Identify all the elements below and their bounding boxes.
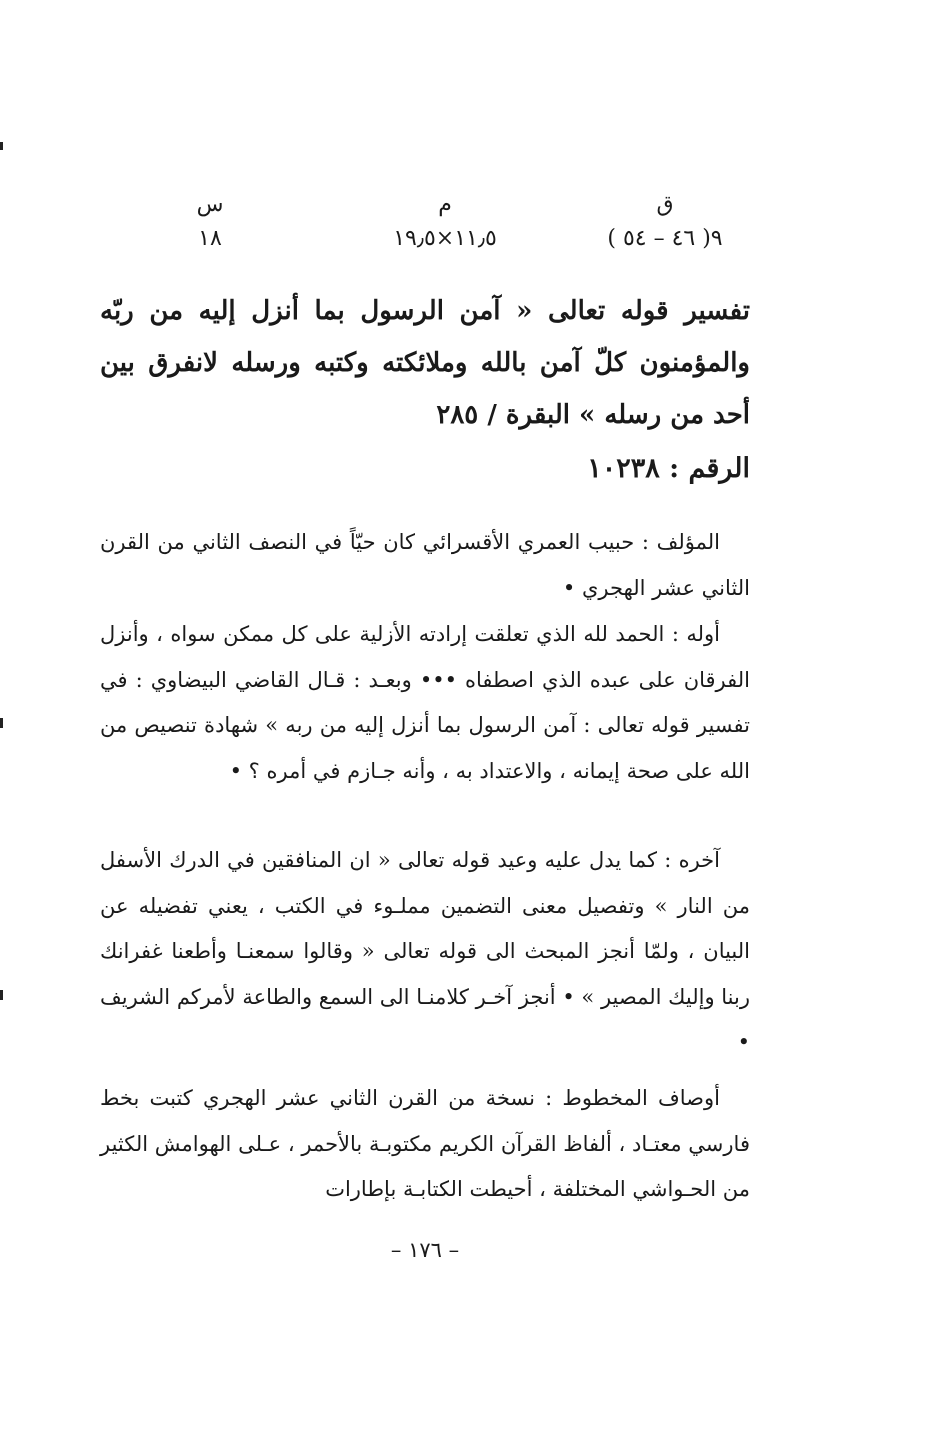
- code-m-value: ١١٫٥×١٩٫٥: [393, 226, 497, 251]
- code-q-letter: ق: [656, 192, 674, 217]
- record-number: الرقم : ١٠٢٣٨: [587, 453, 750, 484]
- author-section: [100, 520, 750, 611]
- code-s-letter: س: [196, 192, 224, 217]
- scan-margin-mark: [0, 718, 3, 728]
- author-text: المؤلف : حبيب العمري الأقسرائي كان حيّاً في النصف الثاني من القرن الثاني عشر الهجري •: [100, 530, 750, 600]
- code-q: [580, 190, 750, 254]
- entry-title: تفسير قوله تعالى « آمن الرسول بما أنزل إليه من ربّه والمؤمنون كلّ آمن بالله وملائكته وكتبه ورسله لانفرق بين أحد من رسله » البقرة / ٢٨٥: [100, 296, 750, 430]
- code-s: [170, 190, 250, 254]
- incipit-section: [100, 612, 750, 794]
- code-q-value: ٩( ٤٦ – ٥٤ ): [607, 226, 723, 251]
- page-number: – ١٧٦ –: [390, 1238, 460, 1262]
- code-m: [370, 190, 520, 254]
- description-text: أوصاف المخطوط : نسخة من القرن الثاني عشر الهجري كتبت بخط فارسي معتـاد ، ألفاظ القرآن الكريم مكتوبـة بالأحمر ، عـلى الهوامش الكثير من الحـواشي المختلفة ، أحيطت الكتابـة بإطارات: [100, 1086, 750, 1201]
- code-s-value: ١٨: [198, 226, 222, 251]
- code-m-letter: م: [438, 192, 452, 217]
- scan-margin-mark: [0, 990, 3, 1000]
- explicit-section: [100, 838, 750, 1066]
- explicit-text: آخره : كما يدل عليه وعيد قوله تعالى « ان المنافقين في الدرك الأسفل من النار » وتفصيل معنى التضمين مملـوء في الكتب ، يعني تفضيله عن البيان ، ولمّا أنجز المبحث الى قوله تعالى « وقالوا سمعنـا وأطعنا غفرانك ربنا وإليك المصير » • أنجز آخـر كلامنـا الى السمع والطاعة لأمركم الشريف •: [100, 848, 750, 1054]
- manuscript-codes: [100, 190, 750, 260]
- description-section: [100, 1076, 750, 1213]
- incipit-text: أوله : الحمد لله الذي تعلقت إرادته الأزلية على كل ممكن سواه ، وأنزل الفرقان على عبده الذي اصطفاه ••• وبعـد : قـال القاضي البيضاوي : في تفسير قوله تعالى : آمن الرسول بما أنزل إليه من ربه » شهادة تنصيص من الله على صحة إيمانه ، والاعتداد به ، وأنه جـازم في أمره ؟ •: [100, 622, 750, 783]
- scan-margin-mark: [0, 142, 3, 150]
- catalog-page: [100, 0, 750, 1435]
